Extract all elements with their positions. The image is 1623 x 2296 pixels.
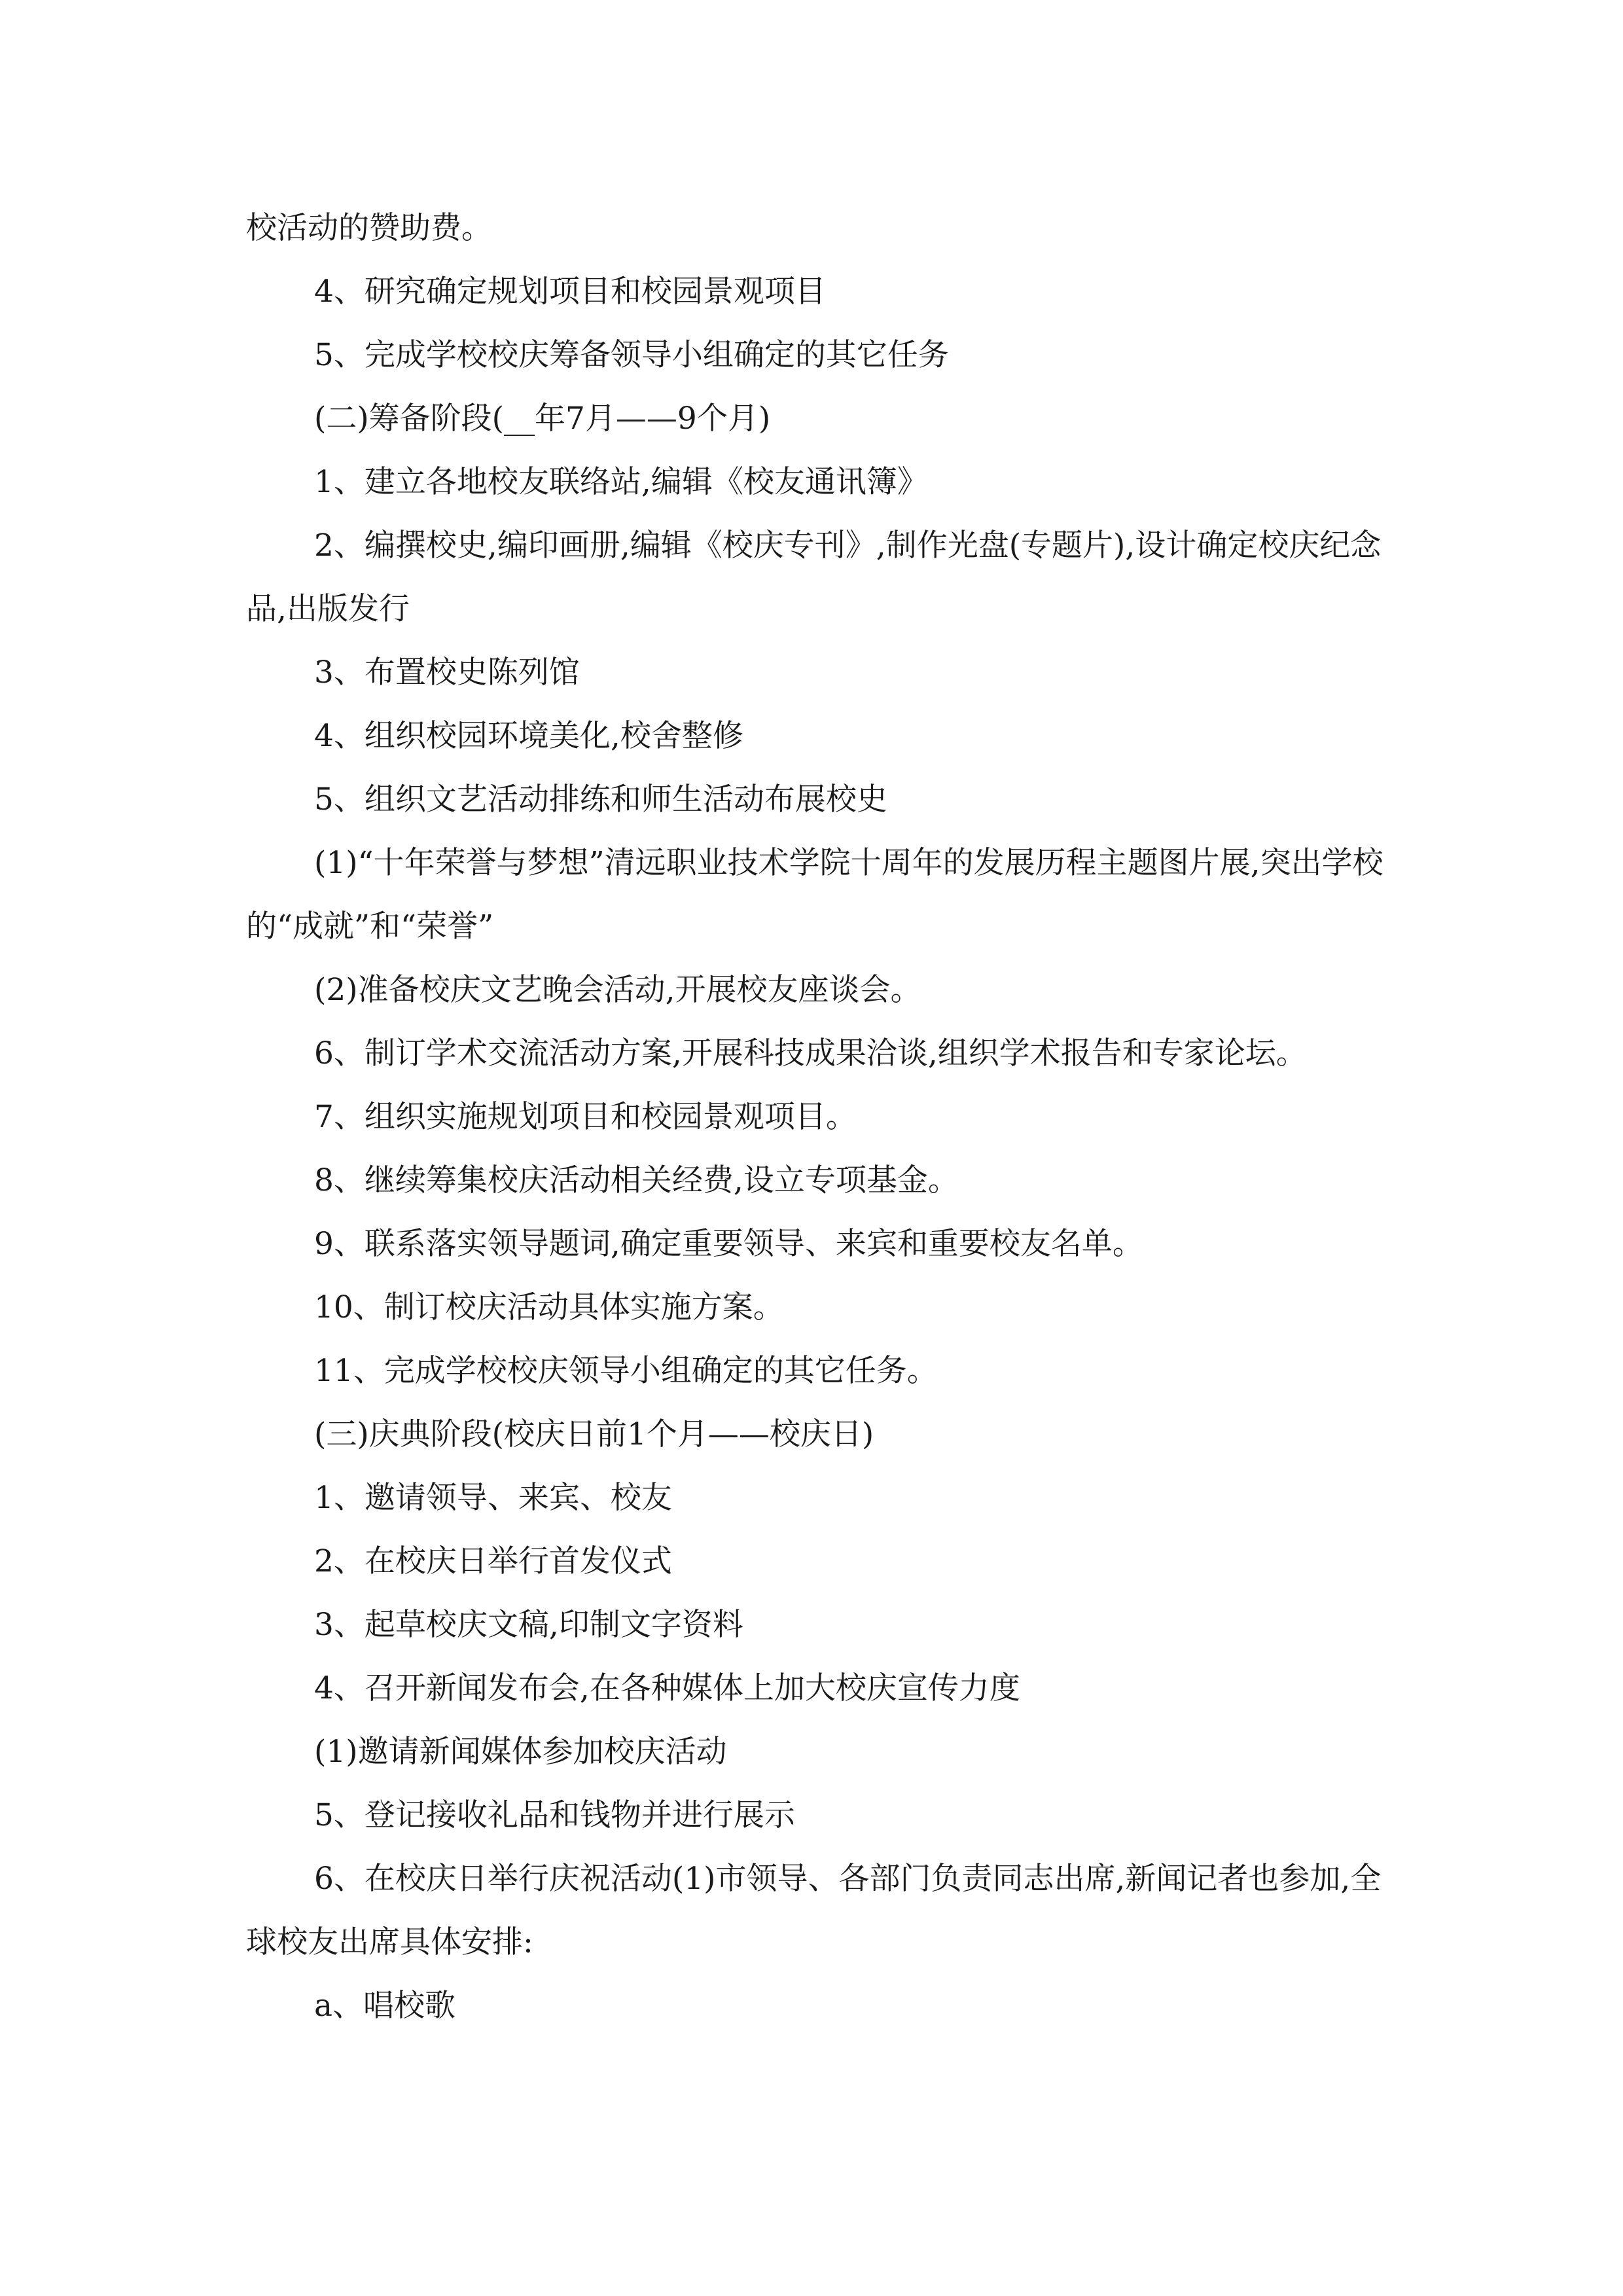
paragraph: 校活动的赞助费。 xyxy=(246,210,492,246)
paragraph: 6、在校庆日举行庆祝活动(1)市领导、各部门负责同志出席,新闻记者也参加,全球校友出席具体安排: xyxy=(246,1861,1382,1960)
paragraph: (1)“十年荣誉与梦想”清远职业技术学院十周年的发展历程主题图片展,突出学校的“成就”和“荣誉” xyxy=(246,845,1383,944)
paragraph: 5、组织文艺活动排练和师生活动布展校史 xyxy=(314,781,887,817)
paragraph: 6、制订学术交流活动方案,开展科技成果洽谈,组织学术报告和专家论坛。 xyxy=(314,1035,1307,1071)
paragraph: 7、组织实施规划项目和校园景观项目。 xyxy=(314,1099,857,1135)
paragraph: 5、登记接收礼品和钱物并进行展示 xyxy=(314,1797,795,1833)
paragraph: 3、布置校史陈列馆 xyxy=(314,655,580,691)
paragraph: (2)准备校庆文艺晚会活动,开展校友座谈会。 xyxy=(314,972,921,1008)
paragraph: 3、起草校庆文稿,印制文字资料 xyxy=(314,1607,743,1643)
paragraph: 2、在校庆日举行首发仪式 xyxy=(314,1543,672,1579)
section-heading: (三)庆典阶段(校庆日前1个月——校庆日) xyxy=(314,1416,874,1452)
paragraph: 9、联系落实领导题词,确定重要领导、来宾和重要校友名单。 xyxy=(314,1226,1143,1262)
paragraph: 4、组织校园环境美化,校舍整修 xyxy=(314,718,743,754)
paragraph: a、唱校歌 xyxy=(314,1988,456,2024)
paragraph: 10、制订校庆活动具体实施方案。 xyxy=(314,1289,784,1325)
paragraph: 5、完成学校校庆筹备领导小组确定的其它任务 xyxy=(314,337,949,373)
document-body xyxy=(246,196,1385,2037)
paragraph: 4、召开新闻发布会,在各种媒体上加大校庆宣传力度 xyxy=(314,1670,1020,1706)
paragraph: 1、邀请领导、来宾、校友 xyxy=(314,1480,672,1516)
paragraph: 1、建立各地校友联络站,编辑《校友通讯簿》 xyxy=(314,464,928,500)
section-heading: (二)筹备阶段(__年7月——9个月) xyxy=(314,401,771,437)
paragraph: 4、研究确定规划项目和校园景观项目 xyxy=(314,274,826,310)
paragraph: 11、完成学校校庆领导小组确定的其它任务。 xyxy=(314,1353,938,1389)
paragraph: (1)邀请新闻媒体参加校庆活动 xyxy=(314,1734,727,1770)
paragraph: 2、编撰校史,编印画册,编辑《校庆专刊》,制作光盘(专题片),设计确定校庆纪念品,出版发行 xyxy=(246,528,1382,627)
paragraph: 8、继续筹集校庆活动相关经费,设立专项基金。 xyxy=(314,1162,959,1198)
